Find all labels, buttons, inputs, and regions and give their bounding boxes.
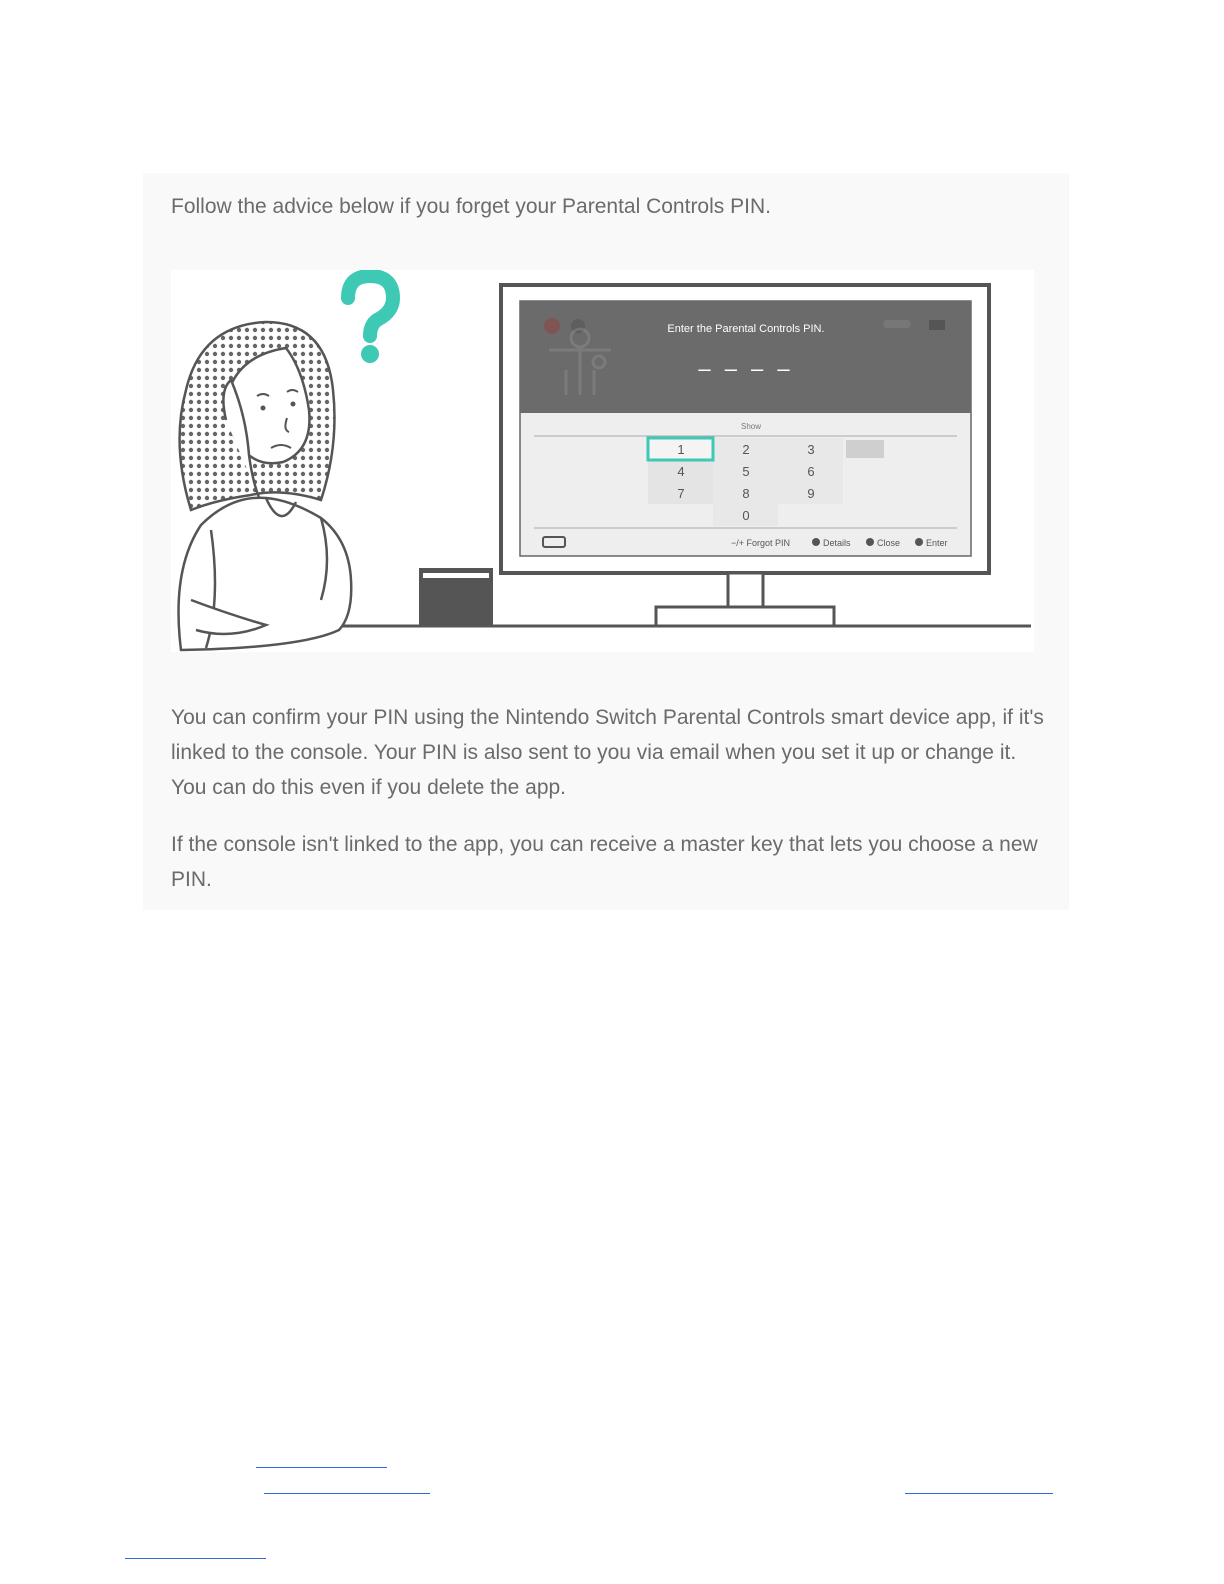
svg-text:8: 8 — [742, 486, 750, 501]
footer-link-1[interactable] — [256, 1466, 387, 1468]
svg-text:−/+ Forgot PIN: −/+ Forgot PIN — [731, 538, 791, 548]
footer-link-4[interactable] — [125, 1557, 266, 1559]
console-dock-icon — [419, 568, 493, 626]
svg-text:3: 3 — [807, 442, 815, 457]
svg-text:2: 2 — [742, 442, 750, 457]
svg-text:Enter: Enter — [926, 538, 948, 548]
svg-text:0: 0 — [742, 508, 750, 523]
show-label: Show — [740, 422, 762, 431]
svg-text:Close: Close — [877, 538, 901, 548]
svg-text:6: 6 — [807, 464, 815, 479]
forgot-pin-illustration — [171, 270, 1034, 652]
svg-text:1: 1 — [677, 442, 685, 457]
paragraph-confirm-pin: You can confirm your PIN using the Nintendo Switch Parental Controls smart device app, if it's linked to the console. Your PIN is also sent to you via email when you set it up or change it. You can do this even if you delete the app. — [171, 706, 1044, 799]
svg-text:Details: Details — [823, 538, 851, 548]
intro-text: Follow the advice below if you forget your Parental Controls PIN. — [171, 195, 771, 218]
screen-title: Enter the Parental Controls PIN. — [667, 323, 825, 335]
pin-placeholder: – – – – — [698, 356, 794, 381]
svg-text:4: 4 — [677, 464, 685, 479]
footer-link-3[interactable] — [905, 1492, 1053, 1494]
thinking-woman-icon — [179, 322, 352, 650]
paragraph-master-key: If the console isn't linked to the app, you can receive a master key that lets you choose a new PIN. — [171, 833, 1038, 891]
svg-text:5: 5 — [742, 464, 750, 479]
advice-card — [143, 173, 1069, 910]
svg-text:9: 9 — [807, 486, 815, 501]
footer-link-2[interactable] — [264, 1492, 430, 1494]
svg-text:7: 7 — [677, 486, 685, 501]
